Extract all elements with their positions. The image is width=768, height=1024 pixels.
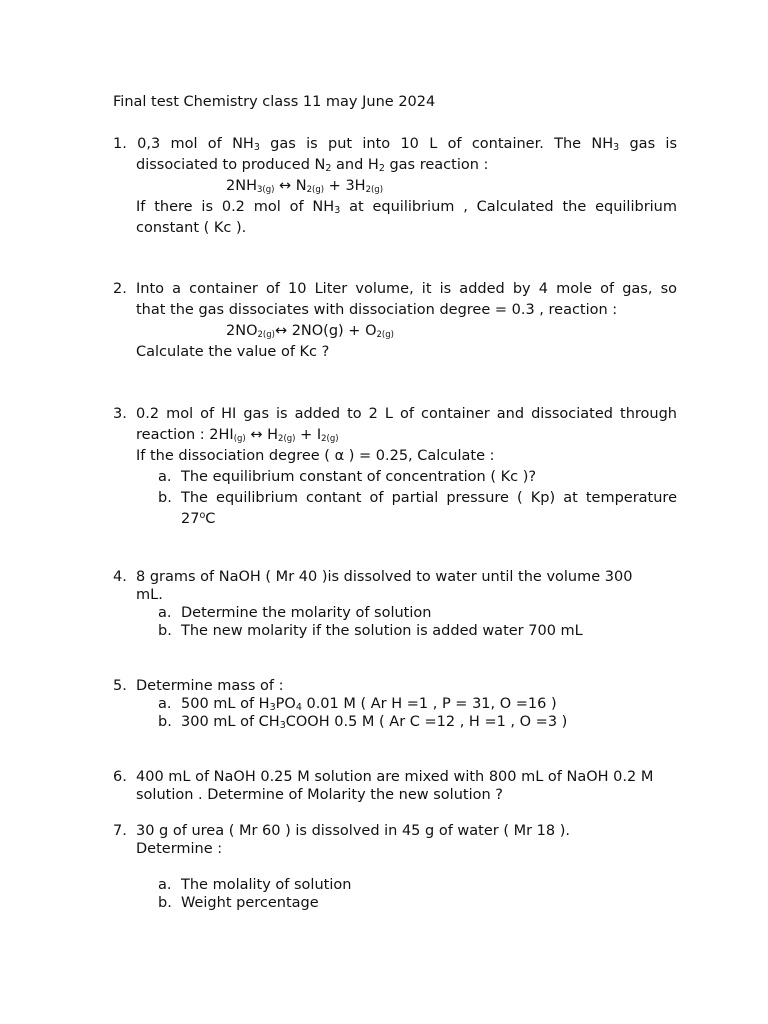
question-text: constant ( Kc ). xyxy=(136,220,247,236)
question-text: mL. xyxy=(136,587,163,603)
question-number: 4. xyxy=(113,569,127,585)
question-3 xyxy=(113,404,677,530)
question-number: 6. xyxy=(113,769,127,785)
sub-question-a: a. The equilibrium constant of concentration ( Kc )? xyxy=(158,469,537,485)
sub-question-b: b. The new molarity if the solution is added water 700 mL xyxy=(158,623,583,639)
question-number: 2. xyxy=(113,281,127,297)
sub-question-a: a. The molality of solution xyxy=(158,877,352,893)
question-number: 7. xyxy=(113,823,127,839)
question-2 xyxy=(113,279,677,363)
question-5 xyxy=(113,677,677,731)
question-text: 30 g of urea ( Mr 60 ) is dissolved in 45 g of water ( Mr 18 ). xyxy=(136,823,571,839)
sub-question-b: b. The equilibrium contant of partial pressure ( Kp) at temperature 27$^o$C xyxy=(158,490,677,527)
question-text: Determine mass of : xyxy=(136,678,284,694)
question-text: Determine : xyxy=(136,841,223,857)
question-text: 0.2 mol of HI gas is added to 2 L of container and dissociated through xyxy=(136,406,677,422)
question-text: Into a container of 10 Liter volume, it is added by 4 mole of gas, so xyxy=(136,281,677,297)
question-number: 1. xyxy=(113,136,127,152)
sub-question-b: b. Weight percentage xyxy=(158,895,319,911)
question-text: Calculate the value of Kc ? xyxy=(136,344,330,360)
question-text: If there is 0.2 mol of $NH_3$ at equilibrium , Calculated the equilibrium xyxy=(136,199,677,216)
sub-question-a: a. 500 mL of $H_3PO_4$ 0.01 M ( Ar H =1 , P = 31, O =16 ) xyxy=(158,696,557,713)
question-1 xyxy=(113,134,677,239)
question-7 xyxy=(113,822,677,912)
question-text: If the dissociation degree ( α ) = 0.25, Calculate : xyxy=(136,448,495,464)
question-text: that the gas dissociates with dissociation degree = 0.3 , reaction : xyxy=(136,302,618,318)
question-text: 0,3 mol of $NH_3$ gas is put into 10 L of container. The $NH_3$ gas is xyxy=(126,136,678,153)
sub-question-b: b. 300 mL of $CH_3COOH$ 0.5 M ( Ar C =12 , H =1 , O =3 ) xyxy=(158,714,568,731)
reaction-equation: 2NO2(g)↔ 2NO(g) + O2(g) xyxy=(226,323,394,340)
question-text: 400 mL of NaOH 0.25 M solution are mixed with 800 mL of NaOH 0.2 M xyxy=(136,769,654,785)
question-text: solution . Determine of Molarity the new solution ? xyxy=(136,787,503,803)
question-number: 5. xyxy=(113,678,127,694)
reaction-equation: 2NH3(g) ↔ N2(g) + 3H2(g) xyxy=(226,178,384,195)
question-4 xyxy=(113,568,677,640)
page-title: Final test Chemistry class 11 may June 2024 xyxy=(113,94,436,110)
question-number: 3. xyxy=(113,406,127,422)
question-text: 8 grams of NaOH ( Mr 40 )is dissolved to water until the volume 300 xyxy=(136,569,633,585)
question-text: dissociated to produced $N_2$ and $H_2$ gas reaction : xyxy=(136,157,489,174)
reaction-equation: reaction : 2HI(g) ↔ H2(g) + I2(g) xyxy=(136,427,339,444)
question-6 xyxy=(113,768,677,804)
sub-question-a: a. Determine the molarity of solution xyxy=(158,605,432,621)
